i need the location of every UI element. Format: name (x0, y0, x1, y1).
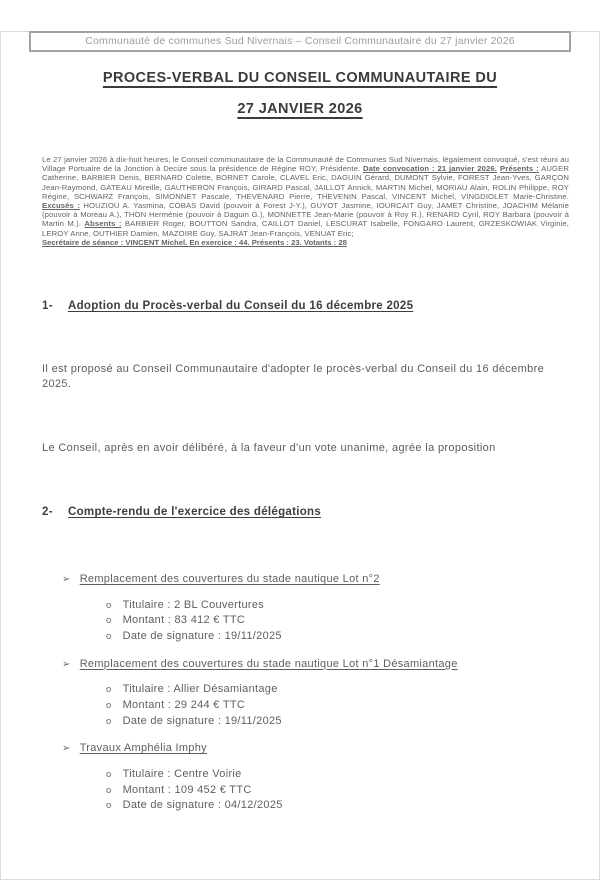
page-title-text-2: 27 JANVIER 2026 (237, 101, 363, 117)
arrow-bullet-icon: ➢ (62, 658, 71, 670)
circle-bullet-icon: o (106, 800, 112, 812)
circle-bullet-icon: o (106, 631, 112, 643)
delegation-details (106, 767, 570, 814)
header-bar-text: Communauté de communes Sud Nivernais – Conseil Communautaire du 27 janvier 2026 (85, 35, 515, 47)
delegation-detail-date (106, 714, 570, 730)
page-title-line2 (0, 100, 600, 118)
excuses-label: Excusés : (42, 201, 80, 211)
delegation-detail-text: Titulaire : Allier Désamiantage (122, 683, 278, 696)
circle-bullet-icon: o (106, 684, 112, 696)
section-2-heading (42, 506, 600, 518)
delegation-detail-montant (106, 698, 570, 714)
header-bar (29, 31, 571, 52)
circle-bullet-icon: o (106, 769, 112, 781)
delegation-item-amphelia (62, 741, 570, 814)
delegation-detail-text: Date de signature : 19/11/2025 (122, 630, 282, 643)
section-2-title: Compte-rendu de l'exercice des délégations (68, 506, 322, 519)
delegation-detail-date (106, 629, 570, 645)
delegation-title: Remplacement des couvertures du stade nautique Lot n°1 Désamiantage (79, 657, 458, 670)
delegation-detail-text: Titulaire : Centre Voirie (122, 768, 242, 781)
page-title-text-1: PROCES-VERBAL DU CONSEIL COMMUNAUTAIRE DU (102, 70, 498, 86)
secretary-line (42, 238, 569, 247)
delegations-list (62, 572, 570, 814)
delegation-title: Travaux Amphélia Imphy (79, 742, 207, 755)
circle-bullet-icon: o (106, 599, 112, 611)
presents-list: AUGER Catherine, BARBIER Denis, BERNARD Colette, BORNET Carole, CLAVEL Eric, DAGUIN Gérard, DUMONT Sylvie, FOREST Jean-Yves, GARÇON Jean-Raymond, GATEAU Mireille, GAUTHERON François, GIRARD Pascal, JAILLOT Annick, MARTIN Michel, MORIAU Alain, ROLIN Philippe, ROY Régine, SCHWARZ François, SIMONNET Pascale, THEVENARD Pierre, THEVENIN Pascal, VINCENT Michel, VINGDIOLET Marie-Christine. (42, 164, 569, 201)
document-page (0, 31, 600, 814)
delegation-detail-montant (106, 783, 570, 799)
page-title-line1 (0, 69, 600, 87)
section-1-paragraph-proposal: Il est proposé au Conseil Communautaire d'adopter le procès-verbal du Conseil du 16 décembre 2025. (42, 363, 545, 391)
delegation-title-row (62, 657, 570, 673)
delegation-title: Remplacement des couvertures du stade nautique Lot n°2 (79, 573, 380, 586)
circle-bullet-icon: o (106, 784, 112, 796)
secretary-line-text: Secrétaire de séance : VINCENT Michel. En exercice : 44. Présents : 23. Votants : 28 (42, 237, 347, 247)
preamble-paragraph (42, 155, 569, 238)
delegation-detail-text: Titulaire : 2 BL Couvertures (122, 598, 265, 611)
section-2-number: 2- (42, 506, 53, 519)
section-1-paragraph-decision: Le Conseil, après en avoir délibéré, à la faveur d'un vote unanime, agrée la proposition (42, 442, 496, 455)
delegation-item-lot1 (62, 657, 570, 730)
delegation-detail-titulaire (106, 682, 570, 698)
delegation-details (106, 598, 570, 645)
circle-bullet-icon: o (106, 615, 112, 627)
delegation-detail-date (106, 798, 570, 814)
section-1-title: Adoption du Procès-verbal du Conseil du 16 décembre 2025 (68, 300, 414, 313)
delegation-detail-titulaire (106, 767, 570, 783)
delegation-details (106, 682, 570, 729)
delegation-item-lot2 (62, 572, 570, 645)
preamble-intro: Le 27 janvier 2026 à dix-huit heures, le Conseil communautaire de la Communauté de Communes Sud Nivernais, légalement convoqué, s'est réuni au Village Portuaire de la Jonction à Decize sous la présidence de Régine ROY, Présidente. (42, 155, 569, 174)
presents-label: Présents : (500, 164, 539, 174)
absents-list: BARBIER Roger, BOUTTON Sandra, CAILLOT Daniel, LESCURAT Isabelle, FONGARO Laurent, GRZESKOWIAK Virginie, LEROY Anne, OUTHIER Damien, MAZOIRE Guy, SAJRAT Jean-François, VENUAT Eric; (42, 219, 569, 238)
delegation-title-row (62, 572, 570, 588)
absents-label: Absents : (84, 219, 122, 229)
delegation-detail-text: Montant : 29 244 € TTC (122, 699, 246, 712)
page-title (0, 69, 600, 118)
date-convocation-label: Date convocation : 21 janvier 2026. (363, 164, 498, 174)
arrow-bullet-icon: ➢ (62, 743, 71, 755)
circle-bullet-icon: o (106, 715, 112, 727)
arrow-bullet-icon: ➢ (62, 574, 71, 586)
delegation-detail-titulaire (106, 598, 570, 614)
excuses-list: HOUZIOU A. Yasmina, COBAS David (pouvoir à Forest J-Y.), GUYOT Jasmine, IOURCAIT Guy, JAMET Christine, JOACHIM Mélanie (pouvoir à Moreau A.), THON Herménie (pouvoir à Daguin G.), MONNETTE Jean-Marie (pouvoir à Roy R.), RENARD Cyril, ROY Barbara (pouvoir à Martin M.). (42, 201, 569, 229)
delegation-detail-text: Montant : 109 452 € TTC (122, 783, 252, 796)
delegation-detail-text: Date de signature : 04/12/2025 (122, 799, 283, 812)
delegation-detail-text: Date de signature : 19/11/2025 (122, 714, 282, 727)
delegation-title-row (62, 741, 570, 757)
circle-bullet-icon: o (106, 700, 112, 712)
section-1-number: 1- (42, 300, 53, 313)
delegation-detail-text: Montant : 83 412 € TTC (122, 614, 246, 627)
delegation-detail-montant (106, 613, 570, 629)
section-1-heading (42, 300, 600, 312)
